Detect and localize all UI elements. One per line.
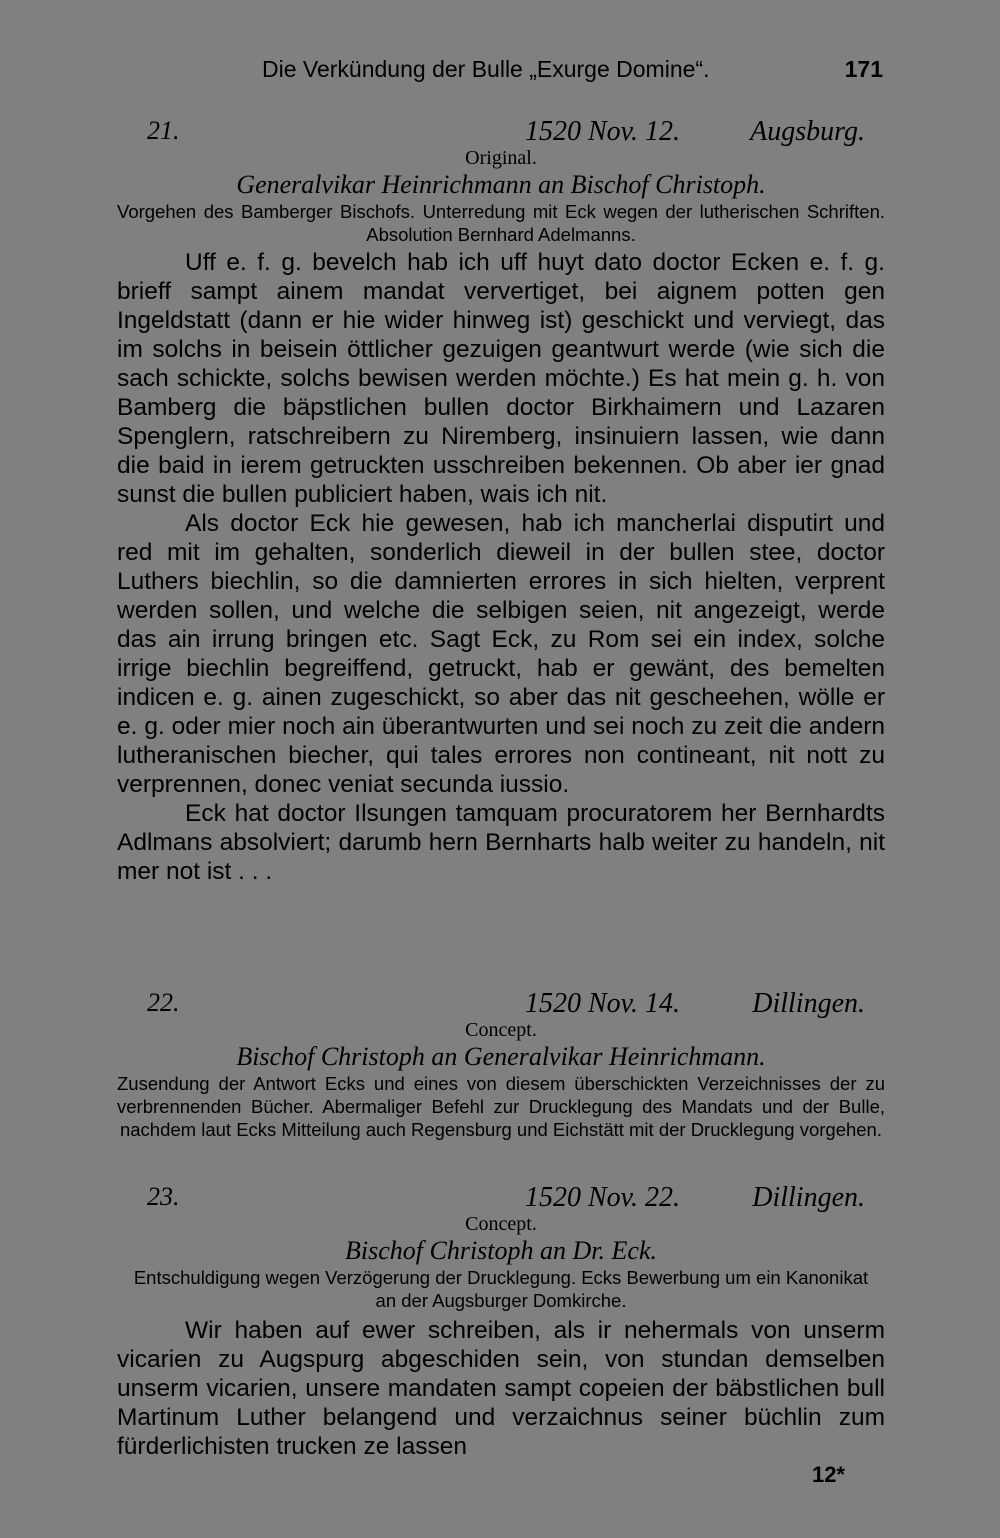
entry-heading	[117, 116, 885, 146]
entry-number: 22.	[147, 988, 180, 1017]
entry-number: 21.	[147, 116, 180, 145]
entry-title: Bischof Christoph an Dr. Eck.	[345, 1236, 657, 1265]
entry-place: Dillingen.	[752, 1182, 865, 1213]
body-paragraph: Uff e. f. g. bevelch hab ich uff huyt dato doctor Ecken e. f. g. brieff sampt ainem mandat ververtiget, bei aignem potten gen Ingeldstatt (dann er hie wider hinweg ist) geschickt und verviegt, das im solchs in beisein öttlicher gezuigen geantwurt werde (wie sich die sach schickte, solchs bewisen werden möchte.) Es hat mein g. h. von Bamberg die bäpstlichen bullen doctor Birkhaimern und Lazaren Spenglern, ratschreibern zu Niremberg, insinuiern lassen, wie dann die baid in ierem getruckten usschreiben bekennen. Ob aber ier gnad sunst die bullen publiciert haben, wais ich nit.	[117, 249, 885, 508]
entry-title: Bischof Christoph an Generalvikar Heinrichmann.	[236, 1042, 766, 1071]
entry-place: Dillingen.	[752, 988, 865, 1019]
entry-regest: Zusendung der Antwort Ecks und eines von diesem überschickten Verzeichnisses der zu verbrennenden Bücher. Abermaliger Befehl zur Drucklegung des Mandats und der Bulle, nachdem laut Ecks Mitteilung auch Regensburg und Eichstätt mit der Drucklegung vorgehen.	[117, 1073, 885, 1140]
entry-body	[117, 248, 885, 886]
document-entry-23	[117, 1182, 885, 1461]
entry-title: Generalvikar Heinrichmann an Bischof Christoph.	[236, 170, 766, 199]
entry-body	[117, 1316, 885, 1461]
running-header	[117, 52, 885, 88]
running-title: Die Verkündung der Bulle „Exurge Domine“.	[262, 56, 710, 82]
body-paragraph: Als doctor Eck hie gewesen, hab ich mancherlai disputirt und red mit im gehalten, sonderlich dieweil in der bullen stee, doctor Luthers biechlin, so die damnierten errores in sich hielten, verprent werden sollen, und welche die selbigen seien, nit angezeigt, werde das ain irrung bringen etc. Sagt Eck, zu Rom sei ein index, solche irrige biechlin begreiffend, getruckt, hab er gewänt, des bemelten indicen e. g. ainen zugeschickt, so aber das nit gescheehen, wölle er e. g. oder mier noch ain überantwurten und sei noch zu zeit die andern lutheranischen biecher, qui tales errores non contineant, nit nott zu verprennen, donec veniat secunda iussio.	[117, 510, 885, 798]
entry-source: Concept.	[465, 1213, 537, 1235]
page-number: 171	[844, 56, 883, 82]
entry-heading	[117, 988, 885, 1018]
entry-number: 23.	[147, 1182, 180, 1211]
entry-date: 1520 Nov. 14.	[525, 988, 681, 1019]
entry-place: Augsburg.	[750, 116, 865, 147]
document-entry-21	[117, 116, 885, 886]
body-paragraph: Wir haben auf ewer schreiben, als ir nehermals von unserm vicarien zu Augspurg abgeschiden sein, von stundan demselben unserm vicarien, unsere mandaten sampt copeien der bäbstlichen bull Martinum Luther belangend und verzaichnus seiner büchlin zum fürderlichisten trucken ze lassen	[117, 1317, 885, 1460]
entry-heading	[117, 1182, 885, 1212]
document-entry-22	[117, 988, 885, 1141]
signature-mark: 12*	[811, 1462, 845, 1487]
entry-date: 1520 Nov. 22.	[525, 1182, 681, 1213]
entry-source: Original.	[465, 147, 537, 169]
entry-regest: Vorgehen des Bamberger Bischofs. Unterredung mit Eck wegen der lutherischen Schriften. Absolution Bernhard Adelmanns.	[117, 201, 885, 245]
body-paragraph: Eck hat doctor Ilsungen tamquam procuratorem her Bernhardts Adlmans absolviert; darumb hern Bernharts halb weiter zu handeln, nit mer not ist . . .	[117, 800, 885, 885]
entry-date: 1520 Nov. 12.	[525, 116, 681, 147]
entry-source: Concept.	[465, 1019, 537, 1041]
entry-regest: Entschuldigung wegen Verzögerung der Drucklegung. Ecks Bewerbung um ein Kanonikat an der Augsburger Domkirche.	[133, 1267, 869, 1311]
